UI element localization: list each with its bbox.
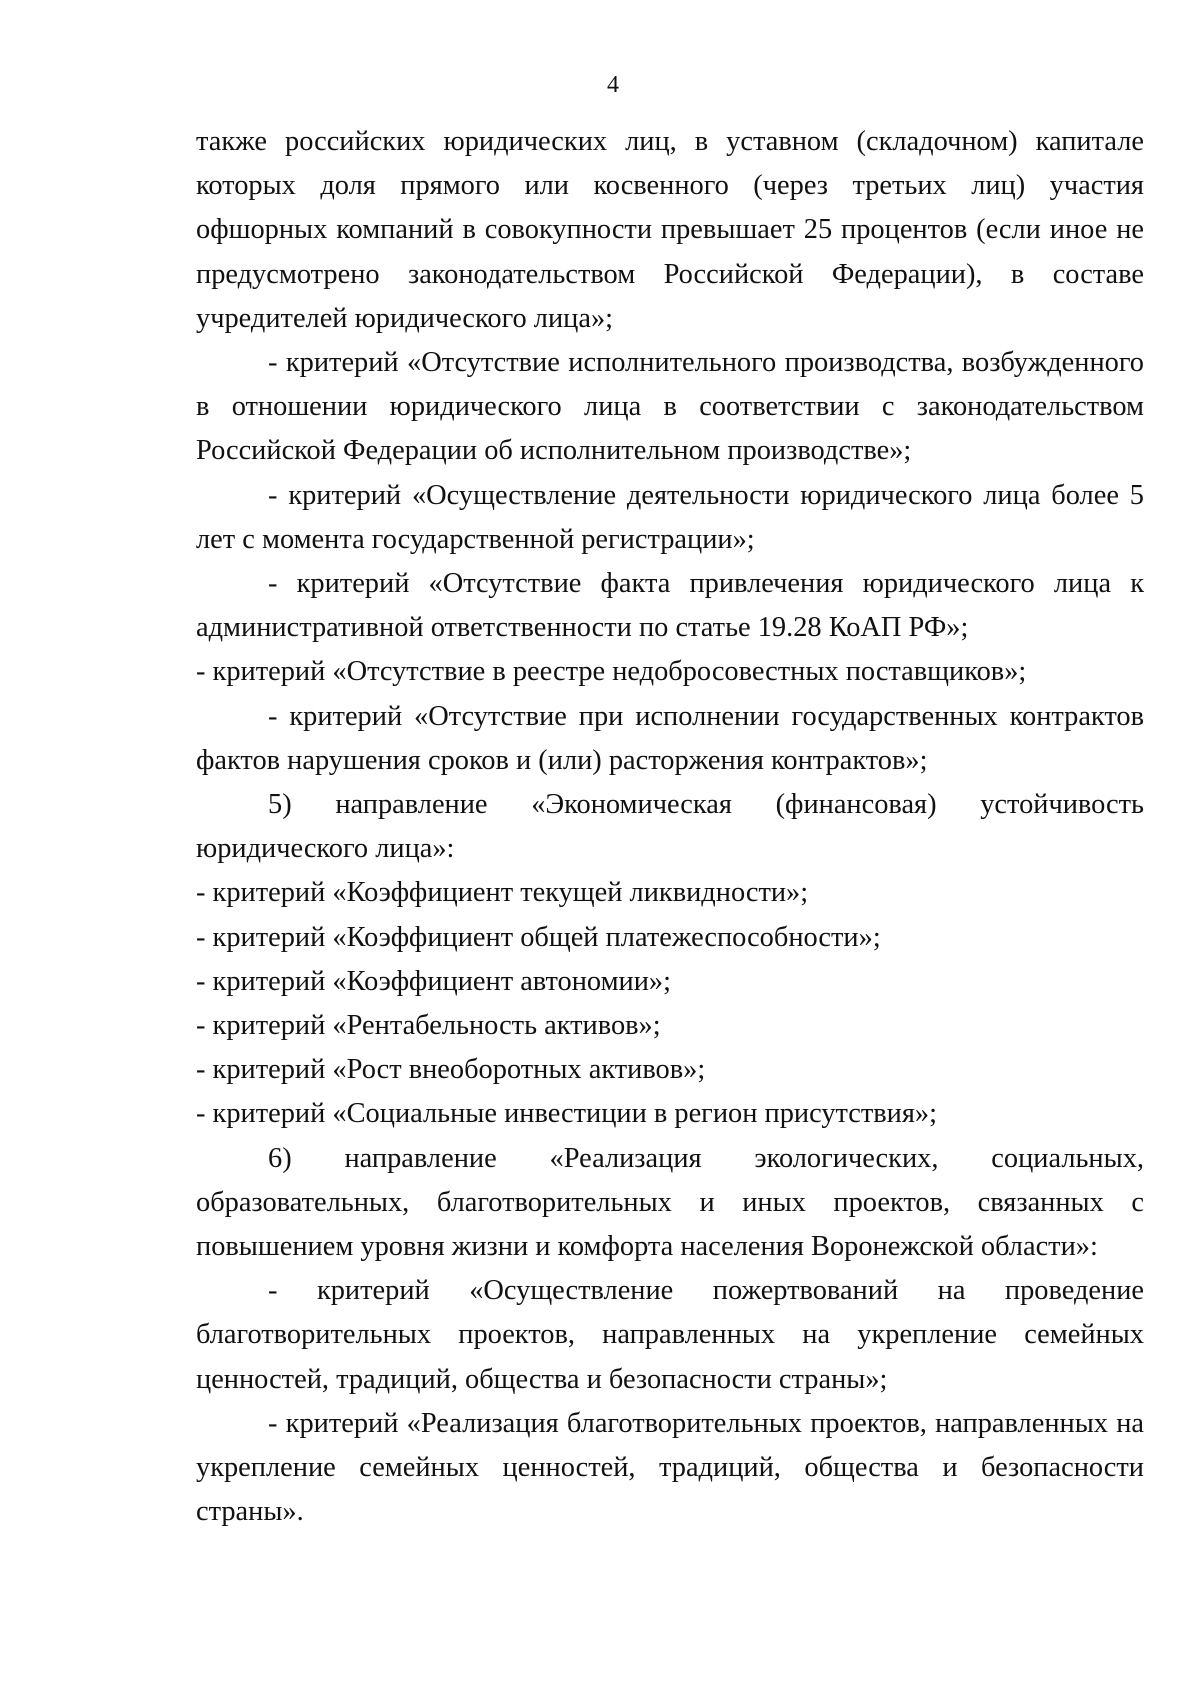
text-line: - критерий «Рост внеоборотных активов»; (196, 1054, 706, 1086)
text-line: образовательных, благотворительных и иных проектов, связанных с (196, 1186, 1144, 1218)
text-line: - критерий «Коэффициент общей платежеспособности»; (196, 921, 881, 953)
text-line: которых доля прямого или косвенного (через третьих лиц) участия (196, 170, 1144, 202)
paragraph (196, 695, 1144, 783)
text-line: 6) направление «Реализация экологических, социальных, (268, 1142, 1144, 1174)
paragraph (196, 916, 1144, 960)
text-line: ценностей, традиций, общества и безопасности страны»; (196, 1363, 888, 1395)
paragraph (196, 960, 1144, 1004)
text-line: - критерий «Реализация благотворительных проектов, направленных на (268, 1407, 1144, 1439)
paragraph (196, 474, 1144, 562)
text-line: также российских юридических лиц, в уставном (складочном) капитале (196, 126, 1144, 157)
text-line: - критерий «Рентабельность активов»; (196, 1010, 661, 1042)
paragraph (196, 783, 1144, 871)
text-line: лет с момента государственной регистрации»; (196, 523, 755, 555)
paragraph (196, 1048, 1144, 1092)
text-line: учредителей юридического лица»; (196, 302, 614, 334)
paragraph (196, 120, 1144, 341)
text-line: - критерий «Социальные инвестиции в регион присутствия»; (196, 1098, 938, 1130)
text-line: Российской Федерации об исполнительном производстве»; (196, 435, 912, 467)
text-line: - критерий «Коэффициент текущей ликвидности»; (196, 877, 809, 909)
text-line: в отношении юридического лица в соответствии с законодательством (196, 391, 1144, 423)
paragraph (196, 871, 1144, 915)
document-body (196, 120, 1144, 1535)
text-line: административной ответственности по статье 19.28 КоАП РФ»; (196, 612, 969, 644)
text-line: благотворительных проектов, направленных на укрепление семейных (196, 1319, 1144, 1351)
text-line: - критерий «Отсутствие исполнительного производства, возбужденного (268, 347, 1144, 379)
text-line: - критерий «Отсутствие в реестре недобросовестных поставщиков»; (196, 656, 1027, 688)
text-line: страны». (196, 1496, 304, 1528)
text-line: укрепление семейных ценностей, традиций, общества и безопасности (196, 1452, 1144, 1484)
text-line: 5) направление «Экономическая (финансовая) устойчивость (268, 789, 1144, 821)
paragraph (196, 650, 1144, 694)
paragraph (196, 1092, 1144, 1136)
paragraph (196, 1402, 1144, 1535)
text-line: повышением уровня жизни и комфорта населения Воронежской области»: (196, 1231, 1098, 1263)
text-line: - критерий «Отсутствие при исполнении государственных контрактов (268, 700, 1144, 732)
paragraph (196, 1004, 1144, 1048)
text-line: - критерий «Осуществление деятельности юридического лица более 5 (268, 479, 1144, 511)
page-number: 4 (607, 72, 619, 98)
text-line: предусмотрено законодательством Российской Федерации), в составе (196, 258, 1144, 290)
paragraph (196, 1269, 1144, 1402)
text-line: - критерий «Осуществление пожертвований на проведение (268, 1275, 1144, 1307)
paragraph (196, 562, 1144, 650)
text-line: фактов нарушения сроков и (или) расторжения контрактов»; (196, 744, 928, 776)
text-line: - критерий «Отсутствие факта привлечения юридического лица к (268, 568, 1144, 600)
text-line: - критерий «Коэффициент автономии»; (196, 965, 672, 997)
paragraph (196, 1137, 1144, 1270)
paragraph (196, 341, 1144, 474)
text-line: юридического лица»: (196, 833, 455, 865)
text-line: офшорных компаний в совокупности превышает 25 процентов (если иное не (196, 214, 1144, 246)
